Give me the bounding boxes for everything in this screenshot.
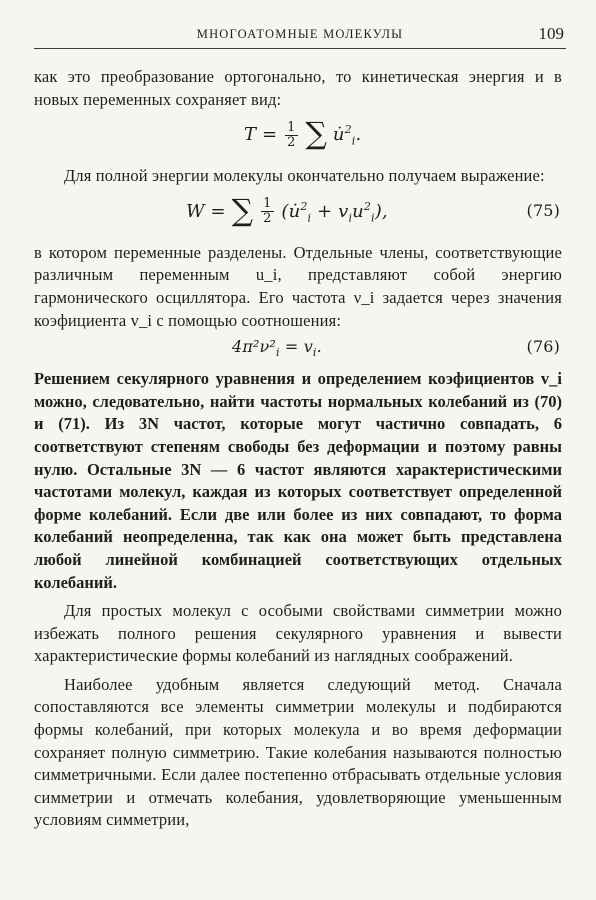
paragraph-6: Наиболее удобным является следующий метод. Сначала сопоставляются все элементы симметрии молекулы и подбираются формы колебаний, при которых молекула и во время деформации сохраняет полную симметрию. Такие колебания называются полностью симметричными. Если далее постепенно отбрасывать отдельные условия симметрии и отмечать колебания, удовлетворяющие уменьшенным условиям симметрии, <box>34 674 562 830</box>
equation-number-75: (75) <box>526 200 560 220</box>
paragraph-1: как это преобразование ортогонально, то кинетическая энергия и в новых переменных сохраняет вид: <box>34 67 562 109</box>
running-title: МНОГОАТОМНЫЕ МОЛЕКУЛЫ <box>196 27 404 41</box>
equation-kinetic-energy: T = $\frac{1}{2}$ ∑ u̇$^2_i$. <box>244 116 362 152</box>
eq75-fraction: $\frac{1}{2}$ <box>263 196 272 227</box>
equation-76: $4\pi^2\nu^2_i = v_i$. (76) <box>232 337 560 360</box>
paragraph-2: Для полной энергии молекулы окончательно получаем выражение: <box>64 166 545 186</box>
paragraph-5: Для простых молекул с особыми свойствами симметрии можно избежать полного решения секулярного уравнения и вывести характеристические формы колебаний из наглядных соображений. <box>34 601 562 666</box>
paragraph-3: в котором переменные разделены. Отдельные члены, соответствующие различным переменным u_i, представляют собой энергию гармонического осциллятора. Его частота ν_i задается через значения коэфициента v_i с помощью соотношения: <box>34 242 562 330</box>
eq1-fraction: $\frac{1}{2}$ <box>287 119 296 150</box>
paragraph-4: Решением секулярного уравнения и определением коэфициентов v_i можно, следовательно, найти частоты нормальных колебаний из (70) и (71). Из 3N частот, которые могут частично совпадать, 6 соответствуют степеням свободы без деформации и поэтому равны нулю. Остальные 3N — 6 частот являются характеристическими частотами молекул, каждая из которых соответствует определенной форме колебаний. Если две или более из них совпадают, то форма колебаний неопределенна, так как она может быть представлена любой линейной комбинацией соответствующих отдельных колебаний. <box>34 369 562 592</box>
eq1-term: u̇ <box>332 124 345 146</box>
eq1-lhs: T = <box>244 124 278 146</box>
equation-number-76: (76) <box>526 337 560 357</box>
page-number: 109 <box>538 24 564 43</box>
page-header <box>34 24 566 49</box>
page-body <box>34 66 562 832</box>
eq75-sum-sign: ∑ <box>231 193 254 229</box>
equation-75: W = ∑ $\frac{1}{2}$ (u̇$^2_i$ + $v_iu^2_i$), (75) <box>186 193 560 229</box>
eq1-sum-sign: ∑ <box>305 116 328 152</box>
